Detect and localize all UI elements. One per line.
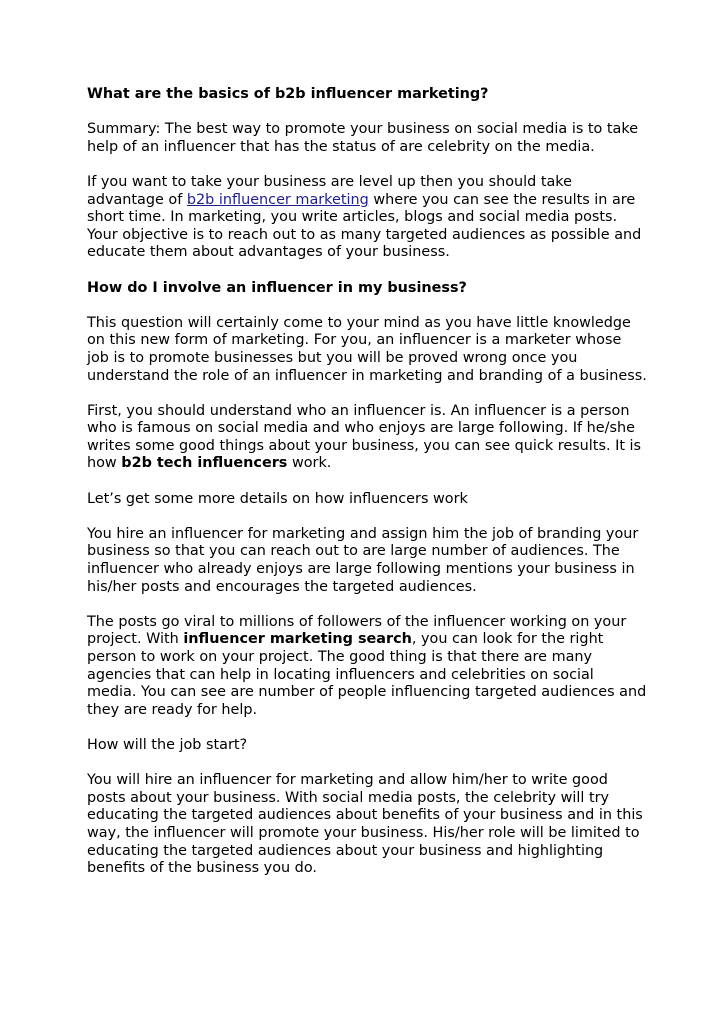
heading-involve: How do I involve an influencer in my business? (87, 279, 467, 296)
b2b-tech-influencers-bold: b2b tech influencers (121, 455, 288, 472)
influencer-marketing-search-bold: influencer marketing search (183, 631, 412, 648)
heading-basics: What are the basics of b2b influencer marketing? (87, 86, 489, 102)
level-up-text-after: where you can see the results in are short time. In marketing, you write articles, blogs and social media posts. Your objective is to reach out to as many targeted audiences as possible and educate them about advantages of your business. (87, 191, 642, 261)
level-up-text-before: If you want to take your business are level up then you should take advantage of (87, 173, 572, 208)
posts-viral-paragraph (87, 614, 647, 720)
more-details-paragraph: Let’s get some more details on how influencers work (87, 490, 468, 507)
document-page (87, 86, 647, 895)
job-start-paragraph: How will the job start? (87, 736, 248, 753)
level-up-paragraph (87, 174, 647, 262)
summary-paragraph: Summary: The best way to promote your business on social media is to take help of an influencer that has the status of are celebrity on the media. (87, 121, 639, 155)
viral-text-before: The posts go viral to millions of followers of the influencer working on your project. With (87, 613, 627, 648)
who-is-influencer-paragraph (87, 403, 647, 473)
who-text-before: First, you should understand who an influencer is. An influencer is a person who is famous on social media and who enjoys are large following. If he/she writes some good things about your business, you can see quick results. It is how (87, 402, 642, 472)
viral-text-after: , you can look for the right person to work on your project. The good thing is that there are many agencies that can help in locating influencers and celebrities on social media. You can see are number of people influencing targeted audiences and they are ready for help. (87, 631, 647, 718)
hire-allow-paragraph: You will hire an influencer for marketing and allow him/her to write good posts about your business. With social media posts, the celebrity will try educating the targeted audiences about benefits of your business and in this way, the influencer will promote your business. His/her role will be limited to educating the targeted audiences about your business and highlighting benefits of the business you do. (87, 772, 643, 877)
who-text-after: work. (287, 455, 332, 472)
hire-influencer-paragraph: You hire an influencer for marketing and assign him the job of branding your business so that you can reach out to are large number of audiences. The influencer who already enjoys are large following mentions your business in his/her posts and encourages the targeted audiences. (87, 525, 639, 595)
question-paragraph: This question will certainly come to your mind as you have little knowledge on this new form of marketing. For you, an influencer is a marketer whose job is to promote businesses but you will be proved wrong once you understand the role of an influencer in marketing and branding of a business. (87, 314, 647, 384)
b2b-influencer-marketing-link[interactable]: b2b influencer marketing (186, 191, 369, 208)
